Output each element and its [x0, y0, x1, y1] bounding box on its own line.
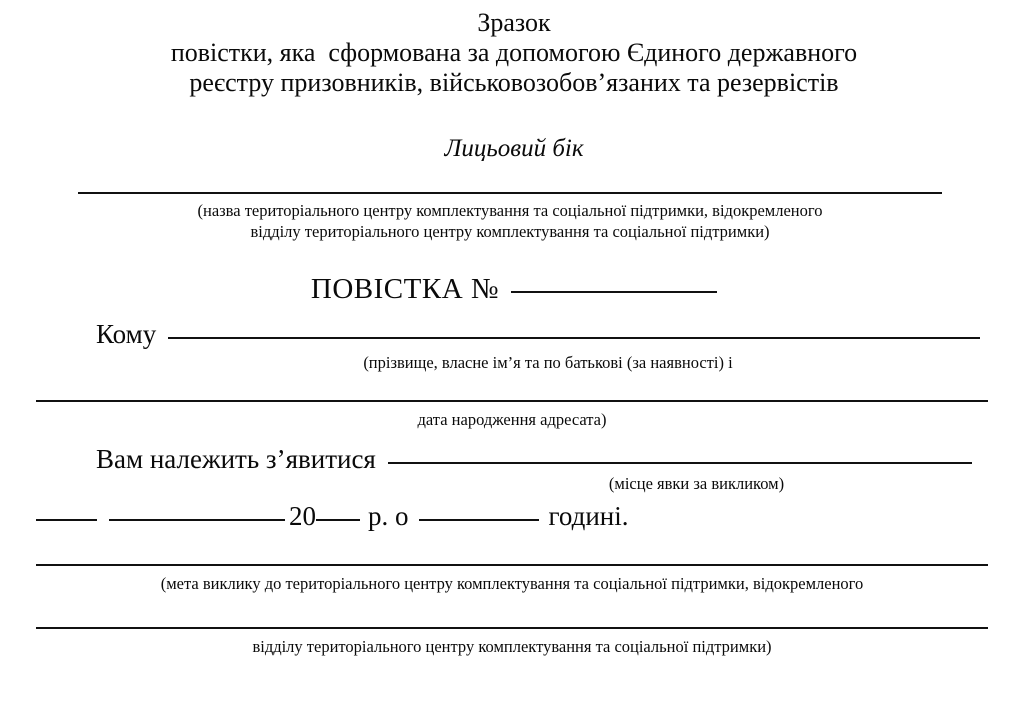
title-line-1: Зразок [477, 8, 551, 37]
hour-blank[interactable] [419, 519, 539, 521]
office-caption-line-1: (назва територіального центру комплектування та соціальної підтримки, відокремленого [197, 201, 823, 220]
month-blank[interactable] [109, 519, 285, 521]
side-label: Лицьовий бік [444, 135, 584, 162]
purpose-rule-2 [36, 627, 988, 629]
addressee-caption: (прізвище, власне ім’я та по батькові (за наявності) і [363, 353, 733, 372]
appearance-place-blank[interactable] [388, 462, 972, 464]
appearance-label: Вам належить з’явитися [96, 444, 376, 474]
addressee-blank[interactable] [168, 337, 980, 339]
title-line-2: повістки, яка сформована за допомогою Єдиного державного [170, 38, 858, 67]
birthdate-caption: дата народження адресата) [417, 410, 607, 429]
document-title [0, 8, 1028, 98]
appearance-caption: (місце явки за викликом) [608, 474, 785, 493]
purpose-caption-line-2: відділу територіального центру комплектування та соціальної підтримки) [252, 637, 772, 656]
hour-suffix-label: годині. [548, 501, 629, 531]
summons-heading-row [0, 272, 1028, 306]
year-prefix-label: 20 [289, 501, 316, 531]
title-line-3: реєстру призовників, військовозобов’язаних та резервістів [189, 68, 839, 97]
year-blank[interactable] [316, 519, 360, 521]
appearance-row [96, 443, 972, 475]
office-caption-line-2: відділу територіального центру комплектування та соціальної підтримки) [250, 222, 770, 241]
addressee-row [96, 318, 980, 350]
appearance-datetime-row [36, 500, 629, 532]
office-name-rule [78, 192, 942, 194]
addressee-label: Кому [96, 319, 157, 349]
purpose-rule-1 [36, 564, 988, 566]
purpose-caption-line-1: (мета виклику до територіального центру комплектування та соціальної підтримки, відокремленого [160, 574, 864, 593]
summons-heading-label: ПОВІСТКА № [310, 273, 500, 305]
day-blank[interactable] [36, 519, 97, 521]
birthdate-rule [36, 400, 988, 402]
summons-number-blank[interactable] [511, 291, 717, 293]
year-suffix-label: р. о [368, 501, 409, 531]
